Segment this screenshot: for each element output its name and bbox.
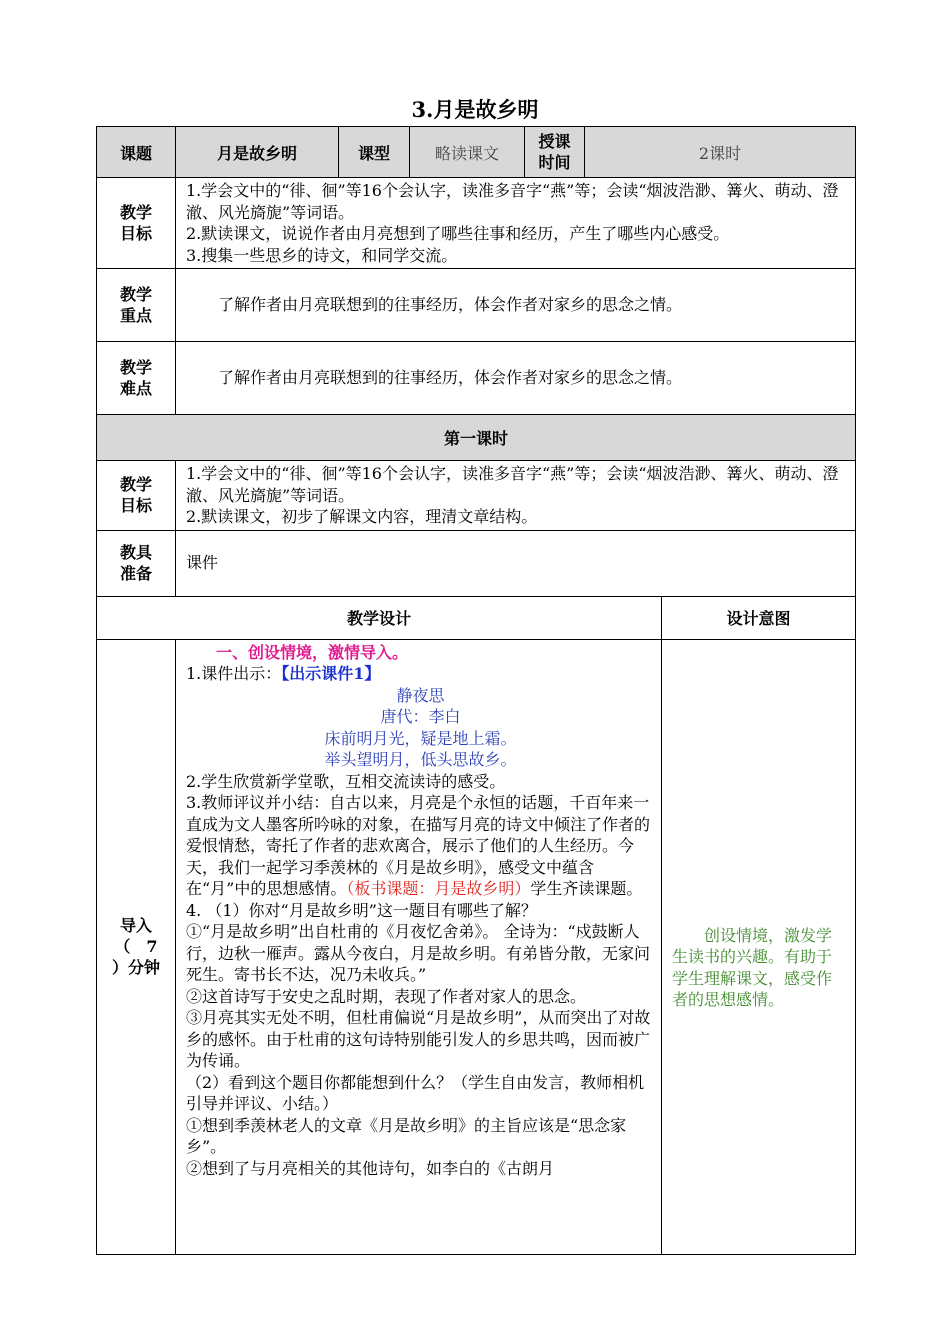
step-3 (186, 792, 655, 900)
document-title: 3.月是故乡明 (411, 97, 539, 122)
step-1-prefix: 1.课件出示： (186, 664, 282, 683)
step-4-answer-3: ③月亮其实无处不明，但杜甫偏说“月是故乡明”，从而突出了对故乡的感怀。由于杜甫的这句诗特别能引发人的乡思共鸣，因而被广为传诵。 (186, 1008, 651, 1070)
poem (186, 685, 655, 771)
courseware-tag: 【出示课件1】 (281, 664, 381, 683)
design-intent-cell (662, 639, 856, 1254)
step-2: 2.学生欣赏新学堂歌，互相交流读诗的感受。 (186, 771, 506, 791)
step-3-text: 3.教师评议并小结：自古以来，月亮是个永恒的话题，千百年来一直成为文人墨客所吟咏的对象，在描写月亮的诗文中倾注了作者的爱恨情愁，寄托了作者的悲欢离合，展示了他们的人生经历。今天，我们一起学习季羡林的《月是故乡明》，感受文中蕴含在“月”中的思想感情。 (186, 793, 651, 898)
lesson-objective-item: 1.学会文中的“徘、徊”等16个会认字，读准多音字“燕”等；会读“烟波浩渺、篝火、萌动、澄澈、风光旖旎”等词语。 (186, 464, 839, 505)
difficulties-text: 了解作者由月亮联想到的往事经历，体会作者对家乡的思念之情。 (176, 342, 856, 415)
type-label: 课型 (339, 127, 410, 178)
lesson-objectives-label-line2: 目标 (119, 496, 152, 516)
section-label-line2: （ 7 (114, 937, 158, 956)
objective-item: 2.默读课文，说说作者由月亮想到了哪些往事和经历，产生了哪些内心感受。 (186, 224, 730, 243)
objectives-label (97, 178, 176, 269)
lesson-objectives-content (176, 461, 856, 531)
objectives-label-line2: 目标 (119, 224, 152, 243)
hours-value: 2课时 (585, 127, 856, 178)
objectives-content (176, 178, 856, 269)
section-label-line1: 导入 (119, 916, 152, 935)
first-lesson-row (97, 415, 856, 461)
step-4-answer-b2: ②想到了与月亮相关的其他诗句，如李白的《古朗月 (186, 1158, 555, 1178)
section-label (97, 639, 176, 1254)
lesson-objective-item: 2.默读课文，初步了解课文内容，理清文章结构。 (186, 507, 538, 526)
lesson-plan-table (96, 126, 856, 1255)
section-label-line3: ）分钟 (111, 958, 160, 977)
design-content-row (97, 639, 856, 1254)
step-4-question-2: （2）看到这个题目你都能想到什么？（学生自由发言，教师相机引导并评议、小结。） (186, 1072, 645, 1113)
tools-label-line1: 教具 (119, 543, 152, 562)
first-lesson-title: 第一课时 (97, 415, 856, 461)
poem-title: 静夜思 (396, 685, 445, 705)
type-value: 略读课文 (410, 127, 525, 178)
hours-label-line2: 时间 (538, 153, 571, 172)
key-points-label (97, 269, 176, 342)
step-1 (186, 663, 655, 685)
design-intent-text: 创设情境，激发学生读书的兴趣。有助于学生理解课文，感受作者的思想感情。 (672, 925, 833, 1009)
design-header-row (97, 596, 856, 639)
step-4-answer-1: ①“月是故乡明”出自杜甫的《月夜忆舍弟》。 全诗为：“戍鼓断人行，边秋一雁声。露从今夜白，月是故乡明。有弟皆分散，无家问死生。寄书长不达，况乃未收兵。” (186, 922, 651, 984)
header-row (97, 127, 856, 178)
step-3-tail: 学生齐读课题。 (530, 879, 643, 898)
topic-value: 月是故乡明 (176, 127, 339, 178)
step-4-answer-b1: ①想到季羡林老人的文章《月是故乡明》的主旨应该是“思念家乡”。 (186, 1115, 627, 1156)
tools-label-line2: 准备 (119, 564, 152, 583)
step-4-answer-2: ②这首诗写于安史之乱时期，表现了作者对家人的思念。 (186, 986, 587, 1006)
design-content (176, 639, 662, 1254)
objectives-row (97, 178, 856, 269)
difficulties-row (97, 342, 856, 415)
objectives-label-line1: 教学 (119, 203, 152, 222)
lesson-objectives-row (97, 461, 856, 531)
poem-line: 举头望明月，低头思故乡。 (324, 750, 517, 769)
section-heading: 一、创设情境，激情导入。 (216, 642, 409, 662)
difficulties-label-line1: 教学 (119, 358, 152, 377)
poem-author: 唐代：李白 (380, 707, 461, 726)
lesson-objectives-label (97, 461, 176, 531)
step-4-question-1: 4. （1）你对“月是故乡明”这一题目有哪些了解？ (186, 900, 537, 920)
difficulties-label-line2: 难点 (119, 379, 152, 398)
poem-line: 床前明月光，疑是地上霜。 (324, 728, 517, 748)
difficulties-label (97, 342, 176, 415)
hours-label-line1: 授课 (538, 132, 571, 151)
hours-label (525, 127, 585, 178)
key-points-text: 了解作者由月亮联想到的往事经历，体会作者对家乡的思念之情。 (176, 269, 856, 342)
objective-item: 1.学会文中的“徘、徊”等16个会认字，读准多音字“燕”等；会读“烟波浩渺、篝火、萌动、澄澈、风光旖旎”等词语。 (186, 181, 839, 222)
design-header: 教学设计 (97, 596, 662, 639)
tools-row (97, 530, 856, 596)
lesson-objectives-label-line1: 教学 (119, 475, 152, 495)
objective-item: 3.搜集一些思乡的诗文，和同学交流。 (186, 245, 458, 265)
intent-header: 设计意图 (662, 596, 856, 639)
board-note: （板书课题：月是故乡明） (346, 879, 531, 898)
tools-text: 课件 (176, 530, 856, 596)
key-points-row (97, 269, 856, 342)
key-points-label-line2: 重点 (119, 306, 152, 325)
tools-label (97, 530, 176, 596)
key-points-label-line1: 教学 (119, 285, 152, 304)
topic-label: 课题 (97, 127, 176, 178)
